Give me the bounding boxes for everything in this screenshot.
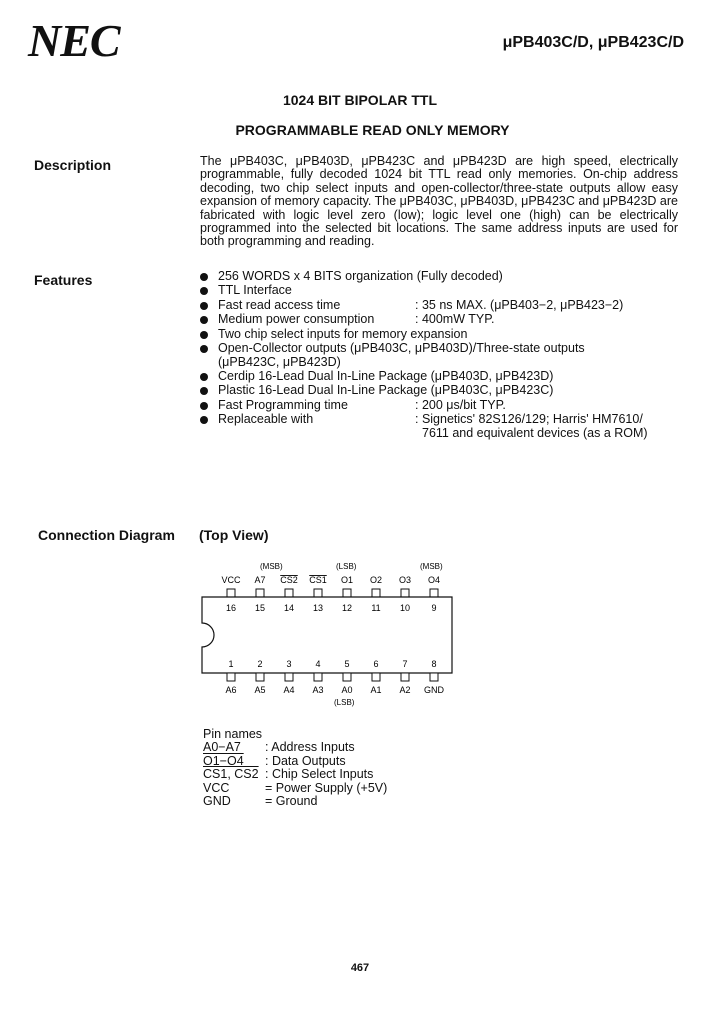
pin-name-label: CS2 — [280, 575, 298, 585]
bullet-icon — [200, 284, 218, 298]
feature-label: Medium power consumption — [218, 312, 375, 327]
pin-15 — [254, 575, 265, 613]
pin-name-label: A0 — [341, 685, 353, 695]
pin-name-key: VCC — [203, 780, 230, 795]
pin-number-label: 2 — [257, 659, 263, 669]
pin-lead — [285, 673, 293, 681]
pin-lead — [401, 673, 409, 681]
features-heading: Features — [34, 272, 93, 288]
pin-name-row — [203, 795, 387, 808]
pin-name-label: O2 — [369, 575, 383, 585]
pin-number-label: 6 — [373, 659, 379, 669]
pin-lead — [227, 673, 235, 681]
feature-item — [200, 413, 690, 427]
feature-item — [200, 313, 690, 327]
description-heading: Description — [34, 157, 112, 173]
pin-name-label: A7 — [254, 575, 266, 585]
connection-diagram-heading: Connection Diagram — [38, 527, 175, 543]
pin-names-heading: Pin names — [203, 727, 263, 741]
feature-value: : 200 μs/bit TYP. — [415, 397, 506, 412]
pin-number-label: 11 — [371, 603, 381, 613]
feature-item — [200, 342, 690, 356]
pin-number-label: 3 — [286, 659, 292, 669]
pin-number-label: 12 — [341, 603, 353, 613]
pin-lead — [430, 589, 438, 597]
feature-item — [200, 284, 690, 298]
feature-text: Plastic 16-Lead Dual In-Line Package (μPB403C, μPB423C) — [218, 383, 554, 398]
bullet-icon — [200, 270, 218, 284]
bullet-icon — [200, 370, 218, 384]
bullet-icon — [200, 413, 218, 427]
pin-name-desc: : Chip Select Inputs — [265, 767, 374, 782]
dip-package-diagram — [190, 555, 490, 715]
pin-4 — [312, 659, 323, 695]
feature-label: Fast read access time — [218, 297, 341, 312]
feature-value: : 400mW TYP. — [415, 312, 495, 327]
feature-value: : 35 ns MAX. (μPB403−2, μPB423−2) — [415, 297, 624, 312]
pin-name-label: A3 — [312, 685, 324, 695]
pin-name-label: O1 — [340, 575, 354, 585]
feature-item — [200, 370, 690, 384]
msb-left-label: (MSB) — [260, 562, 283, 571]
pin-10 — [399, 575, 411, 613]
pin-16 — [221, 575, 241, 613]
msb-right-label: (MSB) — [420, 562, 443, 571]
feature-continuation: (μPB423C, μPB423D) — [218, 355, 341, 370]
pin-lead — [343, 673, 351, 681]
pin-number-label: 9 — [431, 603, 437, 613]
pin-name-desc: : Address Inputs — [265, 740, 355, 755]
pin-name-label: A4 — [283, 685, 295, 695]
pin-11 — [370, 575, 382, 613]
feature-label: Fast Programming time — [218, 397, 348, 412]
features-list — [200, 270, 690, 441]
title-line-1: 1024 BIT BIPOLAR TTL — [282, 92, 438, 108]
pin-9 — [428, 575, 440, 613]
pin-number-label: 8 — [431, 659, 437, 669]
pin-name-key: O1−O4 — [203, 753, 244, 768]
pin-number-label: 14 — [283, 603, 295, 613]
pin-8 — [424, 659, 445, 695]
pin-name-label: A6 — [225, 685, 237, 695]
lsb-bottom-label: (LSB) — [334, 698, 355, 707]
pin-number-label: 16 — [225, 603, 237, 613]
pin-name-key: A0−A7 — [203, 740, 241, 755]
pin-lead — [401, 589, 409, 597]
pin-number-label: 7 — [402, 659, 408, 669]
pin-lead — [372, 589, 380, 597]
feature-item — [200, 299, 690, 313]
pin-6 — [370, 659, 381, 695]
connection-diagram-subheading: (Top View) — [199, 527, 269, 543]
pin-number-label: 15 — [254, 603, 266, 613]
bullet-icon — [200, 399, 218, 413]
description-text: The μPB403C, μPB403D, μPB423C and μPB423D are high speed, electrically programmable, fully decoded 1024 bit TTL read only memories. On-chip address decoding, two chip select inputs and open-collector/three-state outputs allow easy expansion of memory capacity. The μPB403C, μPB403D, μPB423C and μPB423D are fabricated with logic level zero (low); logic level one (high) can be electrically programmed into the selected bit locations. The same address inputs are used for both programming and reading. — [200, 154, 678, 249]
feature-item — [200, 328, 690, 342]
pin-lead — [227, 589, 235, 597]
pin-name-label: A1 — [370, 685, 382, 695]
pin-number-label: 10 — [399, 603, 411, 613]
pin-name-desc: = Ground — [265, 794, 318, 809]
pin-lead — [256, 589, 264, 597]
pin-name-label: O4 — [427, 575, 441, 585]
pin-1 — [225, 659, 236, 695]
pin-name-desc: = Power Supply (+5V) — [265, 780, 388, 795]
bullet-icon — [200, 384, 218, 398]
pin-3 — [283, 659, 294, 695]
pin-name-label: GND — [424, 685, 444, 695]
bullet-icon — [200, 313, 218, 327]
pin-name-key: GND — [203, 794, 231, 809]
pin-name-label: O3 — [398, 575, 412, 585]
nec-logo: NEC — [28, 15, 120, 66]
feature-text: Two chip select inputs for memory expansion — [218, 326, 468, 341]
feature-text: 256 WORDS x 4 BITS organization (Fully decoded) — [218, 269, 503, 283]
pin-name-key: CS1, CS2 — [203, 767, 259, 782]
pin-lead — [343, 589, 351, 597]
bullet-icon — [200, 342, 218, 356]
pin-14 — [280, 575, 298, 613]
feature-text: Cerdip 16-Lead Dual In-Line Package (μPB403D, μPB423D) — [218, 368, 554, 383]
feature-text: Open-Collector outputs (μPB403C, μPB403D)/Three-state outputs — [218, 341, 585, 356]
feature-continuation: 7611 and equivalent devices (as a ROM) — [422, 426, 648, 441]
pin-names — [203, 728, 387, 808]
pin-number-label: 13 — [312, 603, 324, 613]
feature-item — [200, 270, 690, 284]
pin-lead — [314, 589, 322, 597]
pin-lead — [314, 673, 322, 681]
pin-lead — [372, 673, 380, 681]
bullet-icon — [200, 299, 218, 313]
title-line-2: PROGRAMMABLE READ ONLY MEMORY — [235, 122, 510, 138]
pin-5 — [341, 659, 352, 695]
pin-name-row — [203, 741, 387, 754]
pin-number-label: 4 — [315, 659, 321, 669]
lsb-top-label: (LSB) — [336, 562, 357, 571]
pin-name-desc: : Data Outputs — [265, 753, 346, 768]
chip-body — [202, 597, 452, 673]
feature-label: Replaceable with — [218, 412, 314, 427]
pin-lead — [256, 673, 264, 681]
pin-13 — [309, 575, 327, 613]
pin-7 — [399, 659, 410, 695]
part-numbers: μPB403C/D, μPB423C/D — [502, 34, 684, 51]
pin-name-label: CS1 — [309, 575, 327, 585]
bullet-icon — [200, 328, 218, 342]
pin-2 — [254, 659, 265, 695]
pin-name-row — [203, 782, 387, 795]
pin-12 — [341, 575, 353, 613]
feature-item — [200, 384, 690, 398]
pin-number-label: 5 — [344, 659, 350, 669]
pin-name-label: A2 — [399, 685, 411, 695]
pin-name-label: A5 — [254, 685, 266, 695]
page-number: 467 — [350, 962, 370, 974]
feature-value: : Signetics' 82S126/129; Harris' HM7610/ — [415, 412, 643, 427]
feature-text: TTL Interface — [218, 283, 292, 298]
pin-name-label: VCC — [221, 575, 241, 585]
pin-lead — [430, 673, 438, 681]
pin-name-row — [203, 768, 387, 781]
pin-number-label: 1 — [228, 659, 234, 669]
pin-lead — [285, 589, 293, 597]
feature-item — [200, 399, 690, 413]
